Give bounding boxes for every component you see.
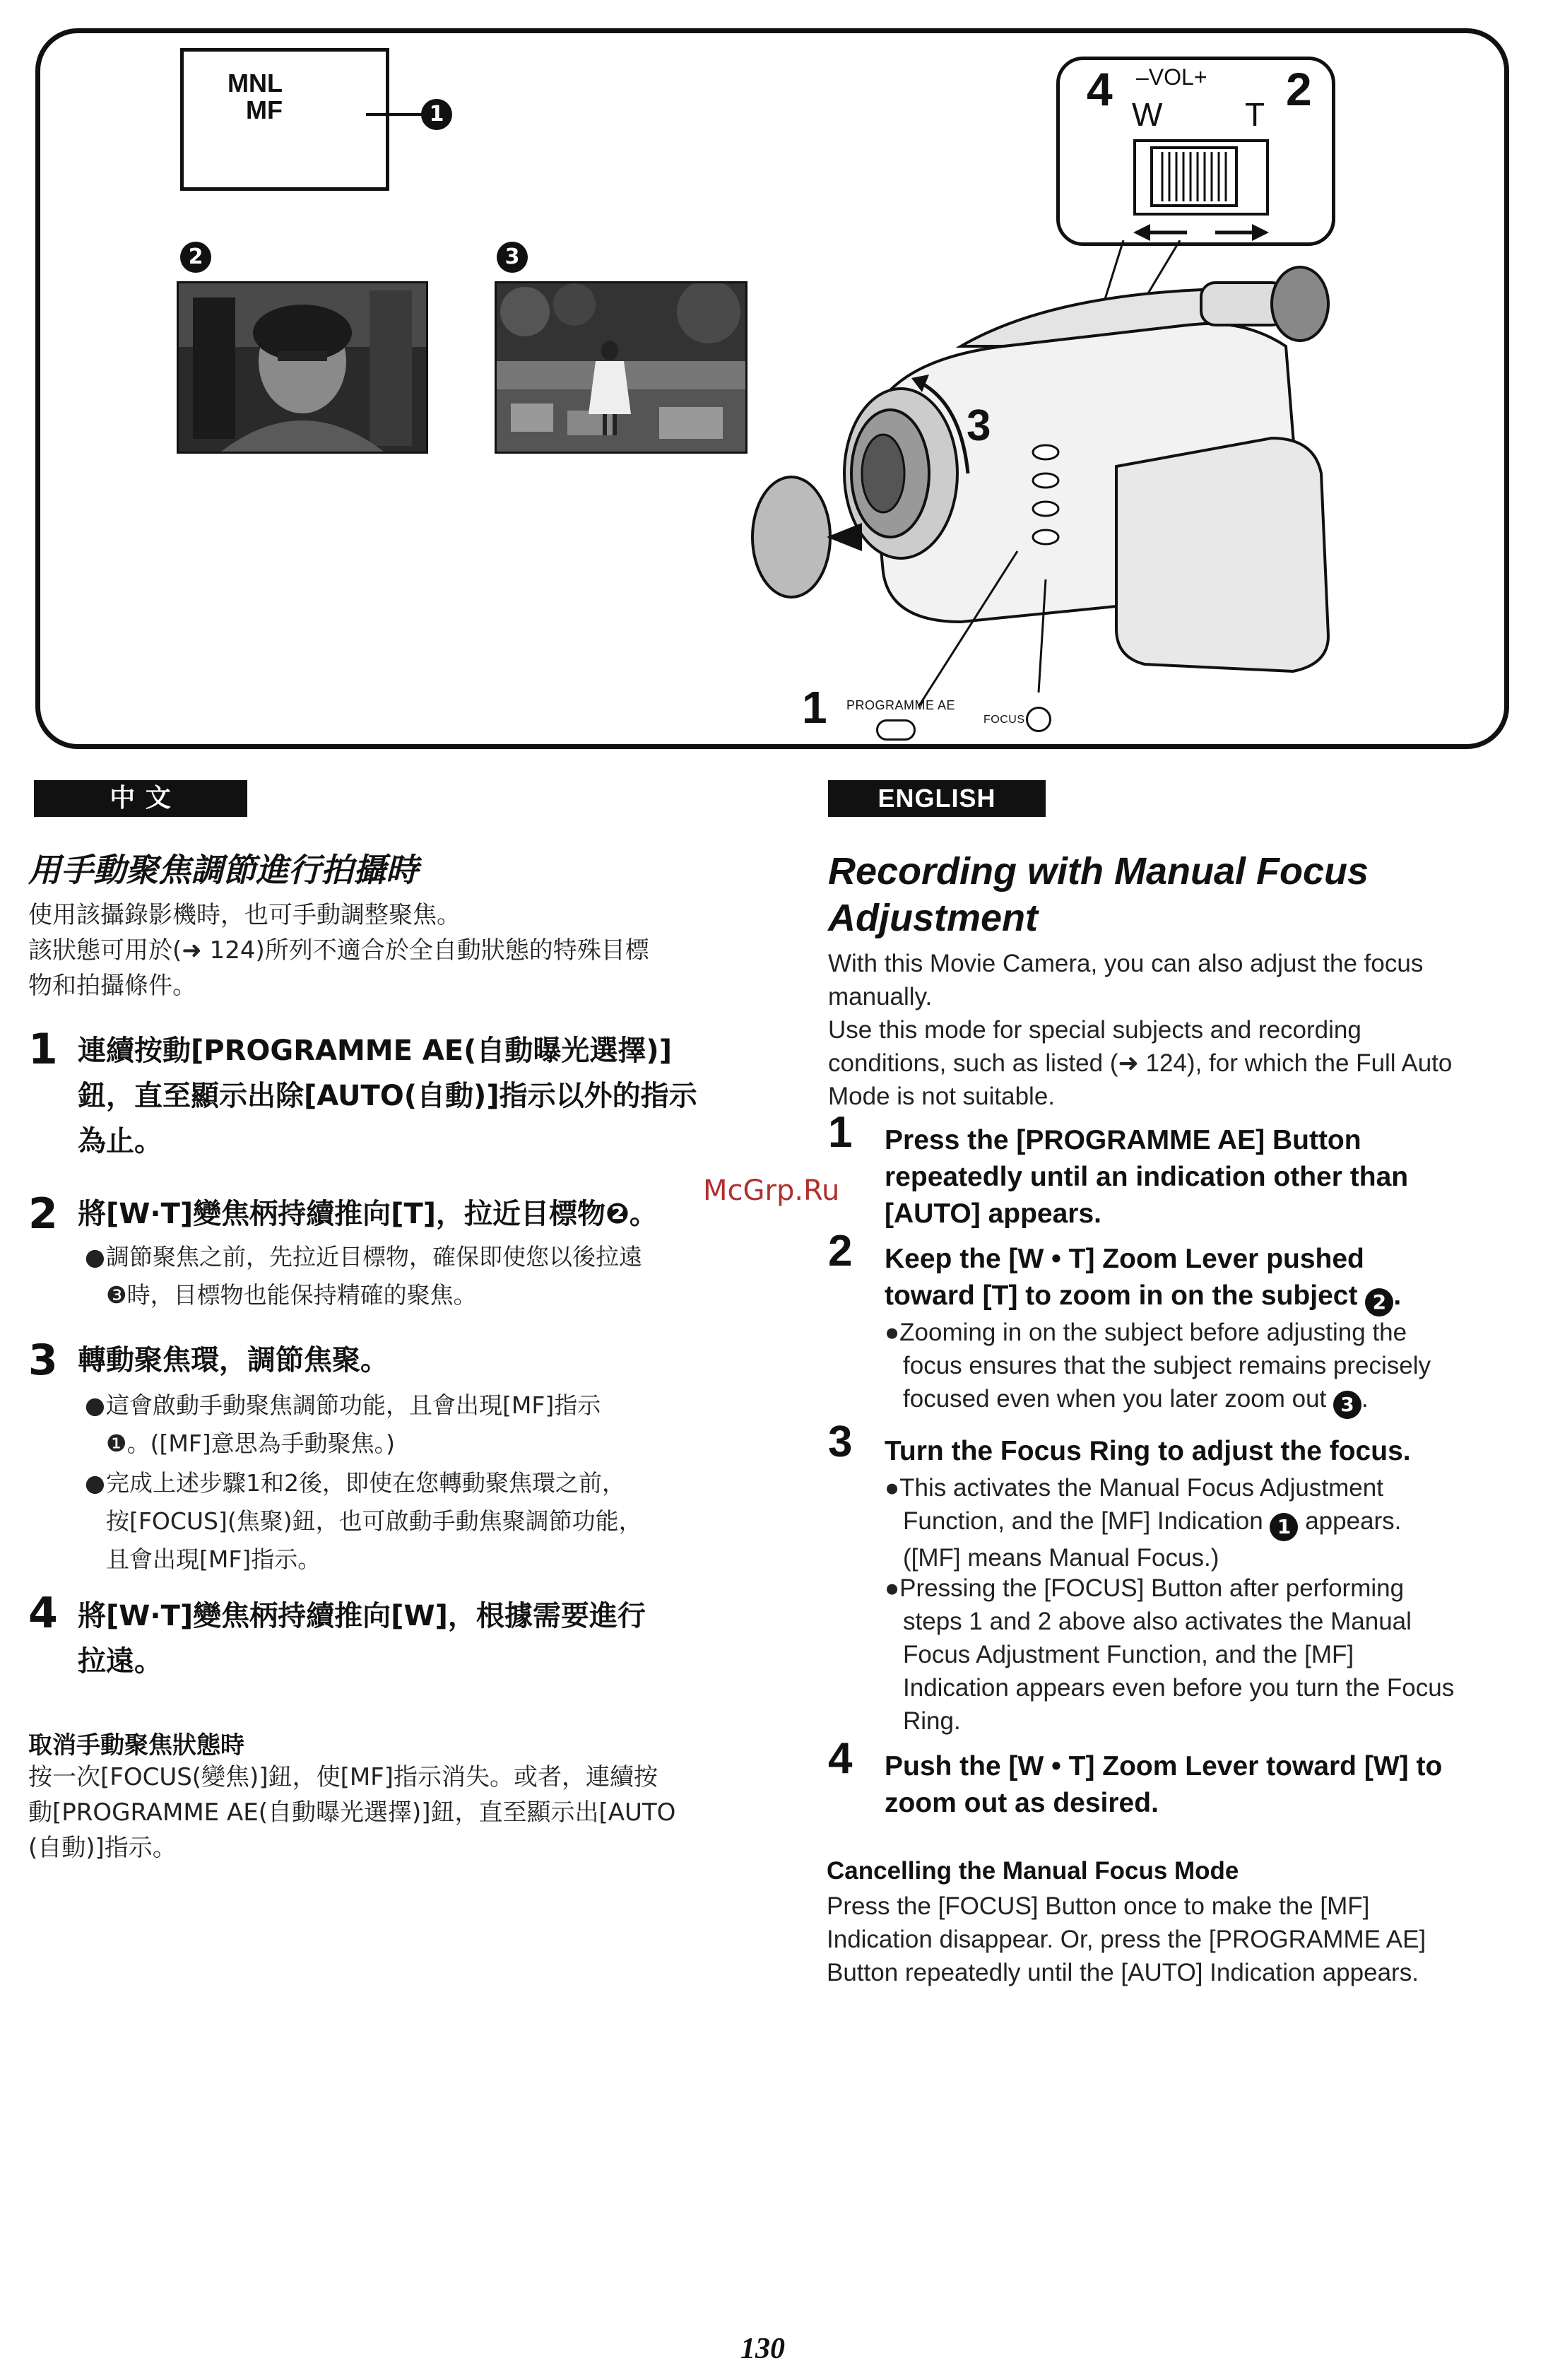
zh-title: 用手動聚焦調節進行拍攝時 <box>28 851 418 889</box>
circle-2-icon: 2 <box>1365 1288 1393 1316</box>
zh-bullet-line: ❸時，目標物也能保持精確的聚焦。 <box>106 1281 477 1309</box>
en-step-line: Push the [W • T] Zoom Lever toward [W] to <box>885 1751 1443 1781</box>
en-title <box>828 848 1520 941</box>
en-bullet-line: focus ensures that the subject remains precisely <box>903 1352 1431 1379</box>
en-bullet-line: steps 1 and 2 above also activates the Manual <box>903 1608 1412 1635</box>
zh-intro-line: 物和拍攝條件。 <box>28 972 196 1000</box>
mnl-indicator: MNL <box>228 69 283 98</box>
zh-bullet-line: 且會出現[MF]指示。 <box>106 1545 321 1573</box>
zh-cancel-line: (自動)]指示。 <box>28 1834 177 1862</box>
en-cancel-text <box>827 1890 1526 1989</box>
focus-ring-marker: 3 <box>967 401 991 450</box>
zh-step-line: 鈕，直至顯示出除[AUTO(自動)]指示以外的指示 <box>78 1080 697 1112</box>
lcd-screen-indicator <box>180 48 389 191</box>
zh-step-3-number: 3 <box>28 1336 58 1385</box>
zh-step-1-number: 1 <box>28 1025 58 1074</box>
zh-intro <box>28 897 721 1003</box>
callout-1: 1 <box>421 99 452 130</box>
focus-label: FOCUS <box>983 714 1025 726</box>
en-bullet-line: Ring. <box>903 1707 961 1735</box>
en-step-1-number: 1 <box>828 1108 853 1157</box>
programme-ae-button-icon <box>876 719 916 741</box>
en-intro-line: manually. <box>828 983 933 1011</box>
en-cancel-line: Press the [FOCUS] Button once to make the [MF] <box>827 1892 1370 1920</box>
zh-step-line: 為止。 <box>78 1125 163 1157</box>
wide-label: W <box>1132 96 1163 133</box>
zoomed-in-photo <box>177 281 428 454</box>
zoom-lever-inset <box>1056 57 1335 246</box>
en-cancel-line: Button repeatedly until the [AUTO] Indication appears. <box>827 1959 1419 1986</box>
en-step-line: [AUTO] appears. <box>885 1198 1102 1229</box>
en-step-2: Keep the [W • T] Zoom Lever pushed toward [T] to zoom in on the subject 2 . <box>885 1241 1520 1316</box>
zh-cancel-line: 動[PROGRAMME AE(自動曝光選擇)]鈕，直至顯示出[AUTO <box>28 1798 676 1827</box>
en-bullet-line: appears. <box>1305 1507 1402 1535</box>
en-step-3-number: 3 <box>828 1418 853 1466</box>
circle-3-icon: 3 <box>1333 1391 1361 1419</box>
en-bullet-line: Focus Adjustment Function, and the [MF] <box>903 1641 1354 1668</box>
en-bullet-line: Function, and the [MF] Indication <box>903 1507 1263 1535</box>
zh-intro-line: 使用該攝錄影機時，也可手動調整聚焦。 <box>28 901 461 929</box>
en-bullet-line: ●This activates the Manual Focus Adjustment <box>885 1474 1383 1502</box>
en-cancel-title: Cancelling the Manual Focus Mode <box>827 1857 1239 1885</box>
zh-bullet-line: 按[FOCUS](焦聚)鈕，也可啟動手動焦聚調節功能， <box>106 1507 642 1535</box>
zh-step-2: 將[W·T]變焦柄持續推向[T]，拉近目標物❷。 <box>78 1198 658 1230</box>
en-intro-line: With this Movie Camera, you can also adjust the focus <box>828 950 1424 977</box>
en-step-1 <box>885 1122 1520 1232</box>
zh-step-2-number: 2 <box>28 1189 58 1239</box>
step-2-marker: 2 <box>1286 63 1312 115</box>
zh-bullet-line: 完成上述步驟1和2後，即使在您轉動聚焦環之前， <box>106 1469 625 1497</box>
zh-step-1 <box>78 1028 728 1164</box>
zh-cancel-line: 按一次[FOCUS(變焦)]鈕，使[MF]指示消失。或者，連續按 <box>28 1763 658 1791</box>
zoom-lever-icon <box>1130 138 1272 244</box>
en-step-line: Keep the [W • T] Zoom Lever pushed <box>885 1244 1364 1274</box>
circle-1-icon: 1 <box>1270 1513 1298 1541</box>
en-intro-line: Mode is not suitable. <box>828 1083 1056 1110</box>
en-step-3-bullet-2 <box>885 1572 1520 1738</box>
zh-step-line: 將[W·T]變焦柄持續推向[W]，根據需要進行 <box>78 1600 646 1632</box>
en-step-line: repeatedly until an indication other than <box>885 1162 1409 1192</box>
zh-step-line: 連續按動[PROGRAMME AE(自動曝光選擇)] <box>78 1035 672 1067</box>
zoomed-in-image <box>179 283 426 452</box>
watermark: McGrp.Ru <box>703 1174 840 1207</box>
zoomed-out-image <box>497 283 745 452</box>
zh-step-2-bullet: ● 調節聚焦之前，先拉近目標物，確保即使您以後拉遠 ❸時，目標物也能保持精確的聚焦。 <box>85 1238 721 1314</box>
zh-cancel-text <box>28 1760 728 1866</box>
zoomed-out-photo <box>495 281 748 454</box>
camcorder-illustration <box>749 240 1342 735</box>
en-cancel-line: Indication disappear. Or, press the [PROGRAMME AE] <box>827 1926 1426 1953</box>
zh-bullet-line: 這會啟動手動聚焦調節功能，且會出現[MF]指示 <box>106 1391 601 1419</box>
en-title-line: Recording with Manual Focus <box>828 850 1369 892</box>
en-step-line: toward [T] to zoom in on the subject <box>885 1280 1358 1311</box>
en-intro-line: Use this mode for special subjects and recording <box>828 1016 1361 1044</box>
en-step-4 <box>885 1748 1520 1822</box>
zh-step-line: 拉遠。 <box>78 1645 163 1678</box>
volume-label: –VOL+ <box>1136 64 1207 90</box>
focus-button-icon <box>1026 707 1051 732</box>
callout-2: 2 <box>180 242 211 273</box>
en-step-line: Press the [PROGRAMME AE] Button <box>885 1125 1361 1155</box>
page-number: 130 <box>740 2333 785 2365</box>
callout-line <box>366 113 423 116</box>
en-intro-line: conditions, such as listed (➜ 124), for which the Full Auto <box>828 1049 1453 1077</box>
zh-bullet-line: 調節聚焦之前，先拉近目標物，確保即使您以後拉遠 <box>106 1243 642 1271</box>
en-intro <box>828 947 1528 1113</box>
zh-step-4-number: 4 <box>28 1589 58 1638</box>
chinese-section-header: 中 文 <box>34 780 247 817</box>
en-bullet-line: Indication appears even before you turn the Focus <box>903 1674 1455 1702</box>
mf-indicator: MF <box>246 95 283 124</box>
zh-step-4 <box>78 1593 728 1684</box>
en-step-2-bullet: ●Zooming in on the subject before adjusting the focus ensures that the subject remains precisely focused even when you later zoom out 3 . <box>885 1316 1520 1419</box>
english-section-header: ENGLISH <box>828 780 1046 817</box>
en-bullet-line: ●Pressing the [FOCUS] Button after performing <box>885 1574 1405 1602</box>
en-step-3-bullet-1 <box>885 1471 1520 1574</box>
step-1-marker: 1 <box>802 682 827 733</box>
en-step-4-number: 4 <box>828 1734 853 1783</box>
en-bullet-line: ([MF] means Manual Focus.) <box>903 1544 1219 1572</box>
en-title-line: Adjustment <box>828 897 1038 939</box>
zh-step-3-bullet-2: ● 完成上述步驟1和2後，即使在您轉動聚焦環之前， 按[FOCUS](焦聚)鈕，也可啟動手動焦聚調節功能， 且會出現[MF]指示。 <box>85 1464 721 1579</box>
zh-intro-line: 該狀態可用於(➜ 124)所列不適合於全自動狀態的特殊目標 <box>28 936 649 965</box>
en-bullet-line: ●Zooming in on the subject before adjusting the <box>885 1319 1407 1346</box>
programme-ae-label: PROGRAMME AE <box>846 698 956 712</box>
zh-step-3: 轉動聚焦環，調節焦聚。 <box>78 1344 389 1377</box>
step-4-marker: 4 <box>1087 63 1113 115</box>
callout-3: 3 <box>497 242 528 273</box>
en-bullet-line: focused even when you later zoom out <box>903 1385 1327 1413</box>
en-step-2-number: 2 <box>828 1227 853 1276</box>
zh-cancel-title: 取消手動聚焦狀態時 <box>28 1731 244 1760</box>
tele-label: T <box>1245 96 1265 133</box>
en-step-line: zoom out as desired. <box>885 1788 1159 1818</box>
zh-bullet-line: ❶。([MF]意思為手動聚焦。) <box>106 1430 396 1457</box>
en-step-3: Turn the Focus Ring to adjust the focus. <box>885 1436 1411 1466</box>
zh-step-3-bullet-1: ● 這會啟動手動聚焦調節功能，且會出現[MF]指示 ❶。([MF]意思為手動聚焦。) <box>85 1386 721 1463</box>
